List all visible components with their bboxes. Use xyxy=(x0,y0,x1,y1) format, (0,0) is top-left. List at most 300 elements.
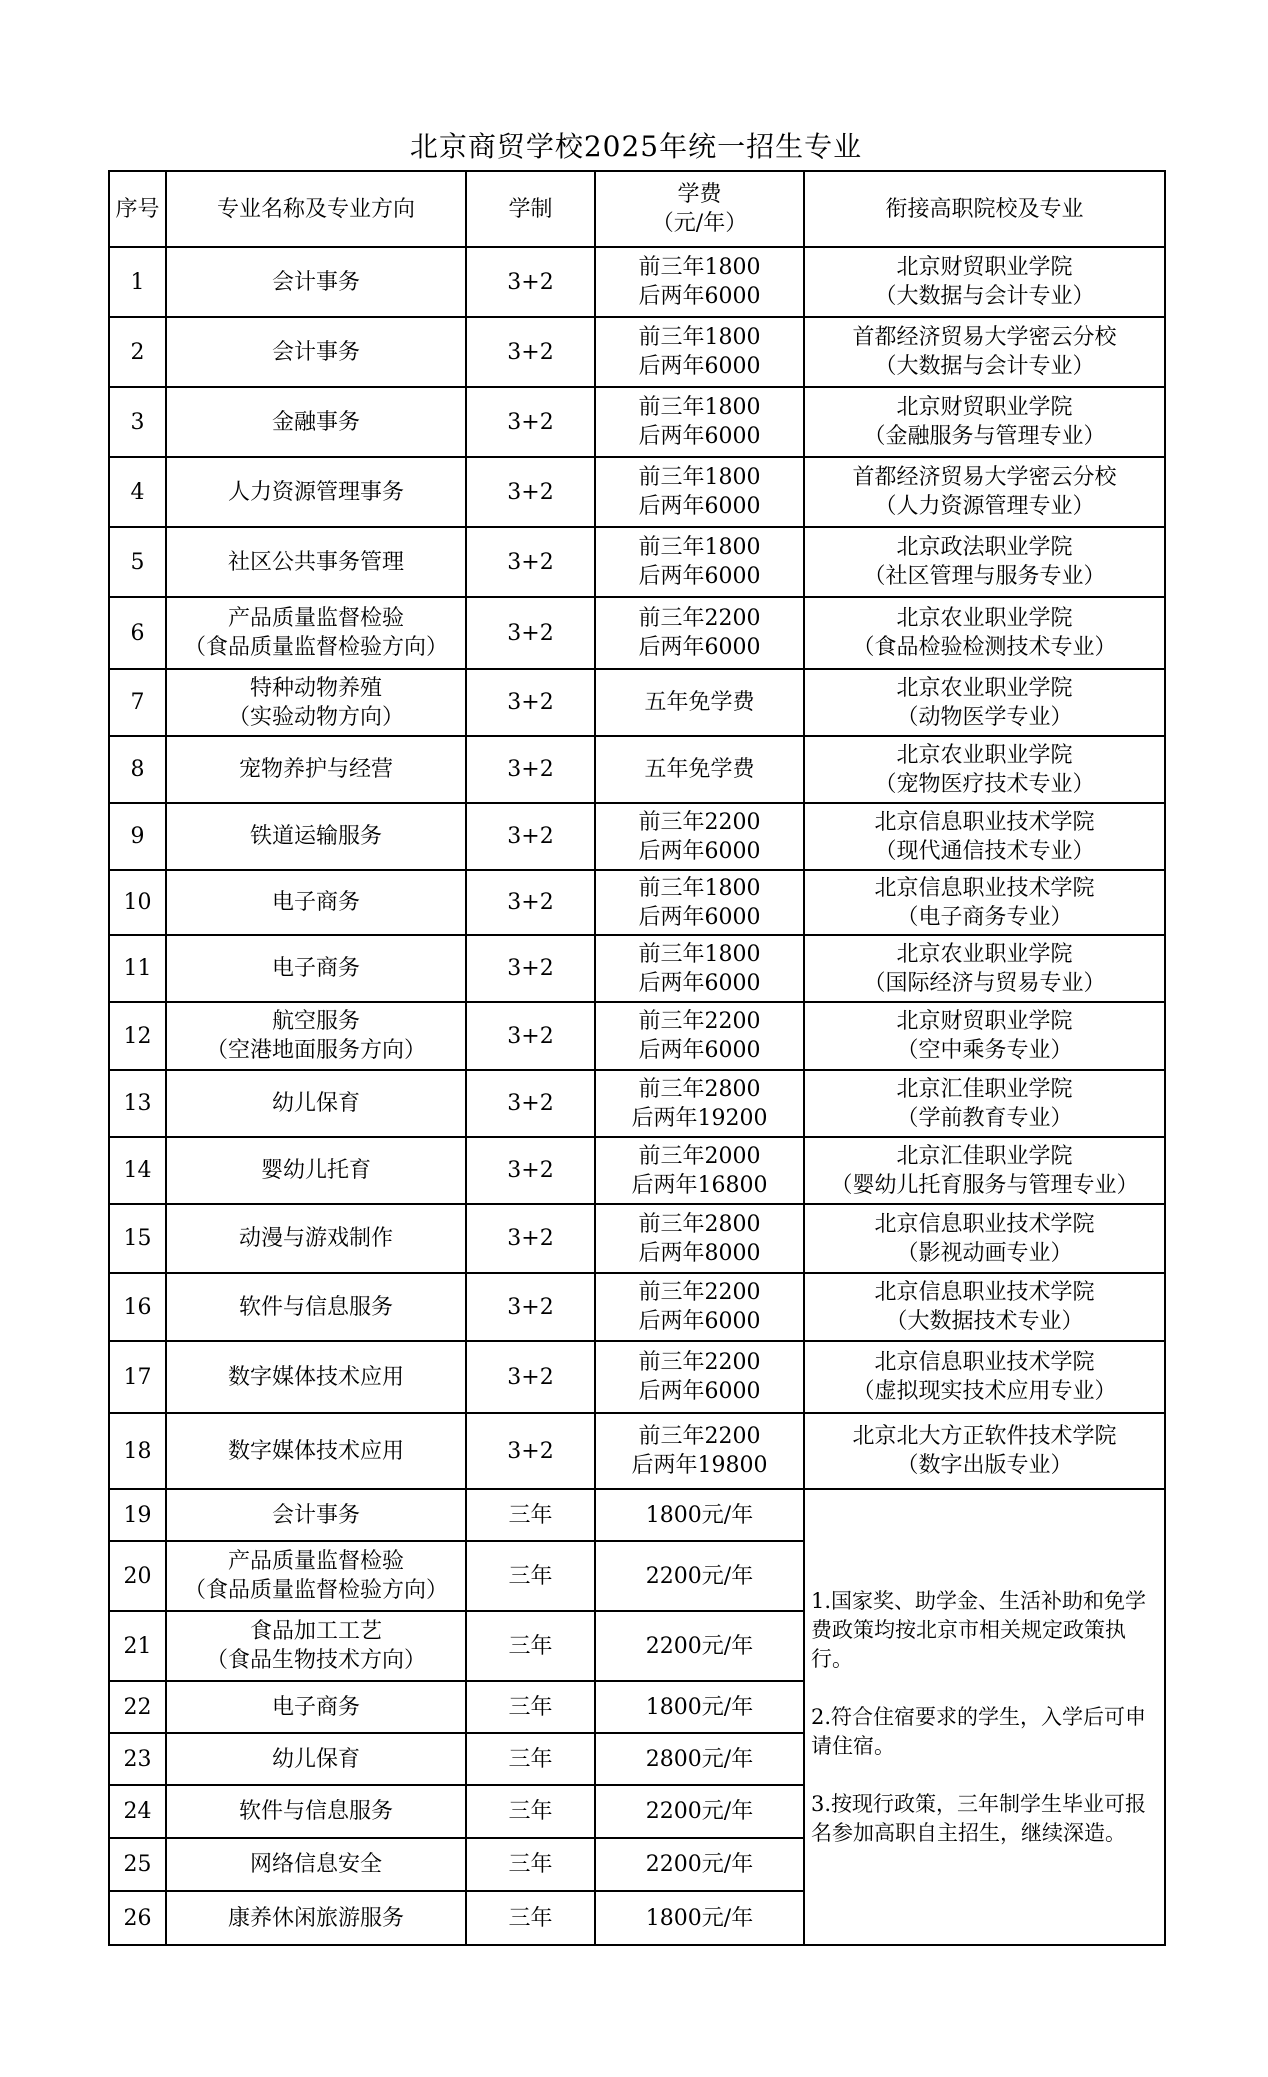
row-major-line: 会计事务 xyxy=(271,269,360,295)
row-college-line: 北京信息职业技术学院 xyxy=(874,1350,1095,1375)
row-college-line: （食品检验检测技术专业） xyxy=(852,635,1117,660)
row-index-line: 3 xyxy=(130,409,145,435)
row-fee xyxy=(595,1341,804,1413)
table-row xyxy=(109,1002,1165,1070)
row-major-line: 食品加工工艺 xyxy=(249,1619,382,1644)
row-index-line: 1 xyxy=(130,269,145,295)
row-college xyxy=(804,1341,1165,1413)
enrollment-table xyxy=(108,170,1166,1946)
row-duration xyxy=(466,736,595,803)
row-duration-line: 3+2 xyxy=(507,824,554,849)
row-college xyxy=(804,597,1165,669)
row-duration-line: 三年 xyxy=(508,1852,553,1877)
row-college-line: 北京汇佳职业学院 xyxy=(896,1143,1073,1169)
row-duration-line: 3+2 xyxy=(507,549,554,575)
row-fee xyxy=(595,597,804,669)
row-index xyxy=(109,1002,166,1070)
row-fee-line: 后两年16800 xyxy=(631,1172,768,1198)
row-college xyxy=(804,669,1165,736)
row-fee xyxy=(595,1413,804,1489)
row-index xyxy=(109,1891,166,1945)
row-major xyxy=(166,1137,466,1204)
row-index-line: 9 xyxy=(130,824,145,849)
table-row xyxy=(109,1137,1165,1204)
row-major xyxy=(166,1681,466,1733)
row-major xyxy=(166,1838,466,1891)
row-college xyxy=(804,1002,1165,1070)
row-duration-line: 3+2 xyxy=(507,1023,554,1049)
row-major-line: 产品质量监督检验 xyxy=(227,606,404,631)
row-fee-line: 前三年2200 xyxy=(638,809,761,835)
row-duration xyxy=(466,935,595,1002)
row-duration-line: 3+2 xyxy=(507,1438,554,1464)
table-row xyxy=(109,1489,1165,1541)
row-fee-line: 后两年19200 xyxy=(631,1105,768,1131)
row-college-line: （大数据与会计专业） xyxy=(874,284,1095,309)
row-major xyxy=(166,1785,466,1838)
row-fee xyxy=(595,457,804,527)
row-college xyxy=(804,527,1165,597)
row-fee-line: 后两年6000 xyxy=(638,494,761,519)
row-fee xyxy=(595,870,804,935)
row-index-line: 25 xyxy=(123,1852,152,1877)
row-college-line: 北京农业职业学院 xyxy=(896,941,1073,967)
row-index xyxy=(109,247,166,317)
row-fee xyxy=(595,935,804,1002)
row-major xyxy=(166,317,466,387)
row-college-line: （影视动画专业） xyxy=(896,1240,1073,1266)
row-college-line: 首都经济贸易大学密云分校 xyxy=(852,465,1117,490)
row-college-line: 北京信息职业技术学院 xyxy=(874,875,1095,901)
row-major-line: 婴幼儿托育 xyxy=(260,1158,371,1183)
header-college: 衔接高职院校及专业 xyxy=(804,171,1165,247)
row-duration xyxy=(466,457,595,527)
row-duration xyxy=(466,1891,595,1945)
row-college-line: （宠物医疗技术专业） xyxy=(874,771,1095,797)
table-row xyxy=(109,1273,1165,1341)
row-fee-line: 前三年2800 xyxy=(638,1211,761,1237)
row-duration xyxy=(466,803,595,870)
row-college-line: （电子商务专业） xyxy=(896,904,1073,930)
row-index xyxy=(109,1341,166,1413)
row-fee-line: 后两年6000 xyxy=(638,904,761,930)
row-major-line: 航空服务 xyxy=(271,1009,360,1034)
header-fee-line1: 学费 xyxy=(677,182,722,207)
header-fee-line2: （元/年） xyxy=(651,211,748,236)
row-duration xyxy=(466,1341,595,1413)
row-fee xyxy=(595,1002,804,1070)
row-index-line: 18 xyxy=(123,1438,152,1464)
row-college-line: （大数据与会计专业） xyxy=(874,354,1095,379)
row-index-line: 26 xyxy=(123,1905,152,1931)
row-major-line: 电子商务 xyxy=(271,890,360,915)
row-index xyxy=(109,1070,166,1137)
row-college-line: 北京农业职业学院 xyxy=(896,675,1073,701)
row-fee-line: 前三年1800 xyxy=(638,941,761,967)
row-major-line: 会计事务 xyxy=(271,339,360,365)
row-major xyxy=(166,1733,466,1785)
row-index-line: 14 xyxy=(123,1158,152,1183)
row-duration xyxy=(466,1681,595,1733)
row-duration-line: 3+2 xyxy=(507,269,554,295)
row-fee-line: 前三年2200 xyxy=(638,1350,761,1375)
row-index-line: 2 xyxy=(130,339,145,365)
row-major xyxy=(166,1341,466,1413)
row-index-line: 6 xyxy=(130,620,145,646)
row-index xyxy=(109,1413,166,1489)
row-major-line: 会计事务 xyxy=(271,1502,360,1528)
row-college-line: 北京信息职业技术学院 xyxy=(874,809,1095,835)
row-fee-line: 后两年6000 xyxy=(638,564,761,589)
row-major-line: 动漫与游戏制作 xyxy=(238,1226,393,1251)
row-index-line: 13 xyxy=(123,1091,152,1116)
note-item: 3.按现行政策，三年制学生毕业可报名参加高职自主招生，继续深造。 xyxy=(811,1791,1147,1845)
row-major xyxy=(166,870,466,935)
table-row xyxy=(109,387,1165,457)
row-college xyxy=(804,1137,1165,1204)
row-major-line: 康养休闲旅游服务 xyxy=(227,1905,404,1931)
row-major-line: 数字媒体技术应用 xyxy=(227,1438,404,1464)
row-duration xyxy=(466,317,595,387)
table-row xyxy=(109,597,1165,669)
row-college-line: （数字出版专业） xyxy=(896,1453,1073,1478)
row-major-line: 网络信息安全 xyxy=(249,1852,382,1877)
row-duration xyxy=(466,1137,595,1204)
row-college-line: 北京政法职业学院 xyxy=(896,535,1073,560)
row-college-line: （学前教育专业） xyxy=(896,1105,1073,1131)
row-index-line: 15 xyxy=(123,1226,152,1251)
row-duration-line: 三年 xyxy=(508,1563,553,1589)
row-fee-line: 前三年2800 xyxy=(638,1076,761,1102)
row-major-line: 软件与信息服务 xyxy=(238,1799,393,1824)
row-fee-line: 2200元/年 xyxy=(645,1563,754,1589)
row-fee-line: 前三年1800 xyxy=(638,465,761,490)
row-duration-line: 三年 xyxy=(508,1694,553,1720)
table-row xyxy=(109,317,1165,387)
row-duration-line: 三年 xyxy=(508,1633,553,1659)
row-fee-line: 前三年2200 xyxy=(638,1009,761,1034)
row-college-line: （国际经济与贸易专业） xyxy=(863,970,1106,996)
row-index-line: 12 xyxy=(123,1023,152,1049)
row-index xyxy=(109,527,166,597)
row-index xyxy=(109,1681,166,1733)
row-major xyxy=(166,387,466,457)
row-college-line: 首都经济贸易大学密云分校 xyxy=(852,325,1117,350)
row-fee-line: 五年免学费 xyxy=(644,757,755,782)
row-index xyxy=(109,597,166,669)
row-college-line: 北京农业职业学院 xyxy=(896,606,1073,631)
row-duration xyxy=(466,1611,595,1681)
row-index xyxy=(109,803,166,870)
row-fee-line: 2200元/年 xyxy=(645,1852,754,1877)
row-fee-line: 前三年2200 xyxy=(638,1280,761,1305)
row-fee xyxy=(595,736,804,803)
row-fee-line: 后两年6000 xyxy=(638,635,761,660)
table-row xyxy=(109,736,1165,803)
row-duration-line: 3+2 xyxy=(507,757,554,782)
row-index xyxy=(109,387,166,457)
note-item: 2.符合住宿要求的学生，入学后可申请住宿。 xyxy=(811,1704,1147,1758)
row-duration-line: 三年 xyxy=(508,1746,553,1772)
notes-cell xyxy=(804,1489,1165,1945)
row-major xyxy=(166,1413,466,1489)
row-major xyxy=(166,457,466,527)
row-college xyxy=(804,247,1165,317)
row-index xyxy=(109,1838,166,1891)
row-college-line: 北京北大方正软件技术学院 xyxy=(852,1424,1117,1449)
row-index xyxy=(109,935,166,1002)
row-duration-line: 3+2 xyxy=(507,690,554,715)
row-duration-line: 3+2 xyxy=(507,1364,554,1390)
row-fee xyxy=(595,317,804,387)
row-college-line: （人力资源管理专业） xyxy=(874,494,1095,519)
row-college xyxy=(804,1070,1165,1137)
row-major xyxy=(166,803,466,870)
row-index xyxy=(109,870,166,935)
row-index-line: 4 xyxy=(130,479,145,505)
row-major-line: 幼儿保育 xyxy=(271,1091,360,1116)
row-fee xyxy=(595,1611,804,1681)
row-college-line: 北京汇佳职业学院 xyxy=(896,1076,1073,1102)
row-index-line: 7 xyxy=(130,690,145,715)
row-fee-line: 前三年2000 xyxy=(638,1143,761,1169)
row-fee-line: 2200元/年 xyxy=(645,1633,754,1659)
row-major xyxy=(166,1891,466,1945)
row-college-line: 北京财贸职业学院 xyxy=(896,395,1073,420)
row-major-line: 社区公共事务管理 xyxy=(227,549,404,575)
row-index-line: 24 xyxy=(123,1799,152,1824)
row-major xyxy=(166,1541,466,1611)
row-fee xyxy=(595,247,804,317)
row-major-line: 幼儿保育 xyxy=(271,1746,360,1772)
table-row xyxy=(109,935,1165,1002)
row-duration xyxy=(466,247,595,317)
row-fee-line: 1800元/年 xyxy=(645,1694,754,1720)
table-row xyxy=(109,1204,1165,1273)
row-college-line: （空中乘务专业） xyxy=(896,1038,1073,1063)
row-fee-line: 五年免学费 xyxy=(644,690,755,715)
header-major: 专业名称及专业方向 xyxy=(166,171,466,247)
row-index xyxy=(109,1204,166,1273)
row-index-line: 10 xyxy=(123,890,152,915)
row-major-line: 电子商务 xyxy=(271,1694,360,1720)
row-duration xyxy=(466,1413,595,1489)
row-fee-line: 后两年6000 xyxy=(638,284,761,309)
row-fee xyxy=(595,803,804,870)
table-header-row xyxy=(109,171,1165,247)
page-title: 北京商贸学校2025年统一招生专业 xyxy=(409,130,863,163)
row-college xyxy=(804,736,1165,803)
header-duration: 学制 xyxy=(466,171,595,247)
row-index-line: 5 xyxy=(130,549,145,575)
row-duration-line: 三年 xyxy=(508,1905,553,1931)
table-row xyxy=(109,669,1165,736)
row-major xyxy=(166,1273,466,1341)
row-major xyxy=(166,1002,466,1070)
row-fee xyxy=(595,669,804,736)
row-fee-line: 后两年6000 xyxy=(638,1038,761,1063)
row-fee-line: 2200元/年 xyxy=(645,1799,754,1824)
row-fee-line: 后两年6000 xyxy=(638,1379,761,1404)
row-college-line: 北京信息职业技术学院 xyxy=(874,1211,1095,1237)
row-major-line: 金融事务 xyxy=(271,409,360,435)
row-fee-line: 后两年8000 xyxy=(638,1240,761,1266)
table-row xyxy=(109,870,1165,935)
row-college xyxy=(804,317,1165,387)
row-major xyxy=(166,669,466,736)
row-college xyxy=(804,870,1165,935)
row-major-line: （食品质量监督检验方向） xyxy=(183,635,448,660)
row-major-line: 产品质量监督检验 xyxy=(227,1549,404,1574)
row-college xyxy=(804,1204,1165,1273)
row-fee xyxy=(595,387,804,457)
row-fee xyxy=(595,1204,804,1273)
row-college xyxy=(804,387,1165,457)
row-major-line: 宠物养护与经营 xyxy=(238,757,393,782)
row-major xyxy=(166,1611,466,1681)
row-duration xyxy=(466,527,595,597)
row-fee-line: 后两年6000 xyxy=(638,970,761,996)
row-duration xyxy=(466,1541,595,1611)
table-row xyxy=(109,457,1165,527)
row-major xyxy=(166,1489,466,1541)
row-major-line: 铁道运输服务 xyxy=(249,824,382,849)
table-row xyxy=(109,247,1165,317)
row-fee xyxy=(595,1733,804,1785)
row-college-line: （动物医学专业） xyxy=(896,704,1073,730)
row-fee-line: 前三年1800 xyxy=(638,395,761,420)
row-fee xyxy=(595,1070,804,1137)
row-fee-line: 后两年6000 xyxy=(638,354,761,379)
row-duration xyxy=(466,1785,595,1838)
row-index-line: 20 xyxy=(123,1563,152,1589)
row-index xyxy=(109,1611,166,1681)
row-duration xyxy=(466,1489,595,1541)
row-fee-line: 前三年1800 xyxy=(638,875,761,901)
row-duration-line: 3+2 xyxy=(507,1294,554,1320)
table-row xyxy=(109,527,1165,597)
row-college xyxy=(804,935,1165,1002)
row-duration-line: 3+2 xyxy=(507,409,554,435)
row-college xyxy=(804,803,1165,870)
row-duration xyxy=(466,669,595,736)
row-index xyxy=(109,1273,166,1341)
row-duration xyxy=(466,597,595,669)
row-college xyxy=(804,457,1165,527)
row-fee-line: 后两年6000 xyxy=(638,838,761,864)
row-college-line: （婴幼儿托育服务与管理专业） xyxy=(830,1172,1139,1198)
row-duration-line: 3+2 xyxy=(507,1158,554,1183)
row-fee-line: 后两年19800 xyxy=(631,1453,768,1478)
row-college-line: 北京农业职业学院 xyxy=(896,742,1073,768)
row-college-line: （虚拟现实技术应用专业） xyxy=(852,1379,1117,1404)
row-fee-line: 前三年1800 xyxy=(638,255,761,280)
row-index xyxy=(109,1733,166,1785)
row-duration xyxy=(466,387,595,457)
row-college-line: （现代通信技术专业） xyxy=(874,838,1095,864)
row-college-line: （社区管理与服务专业） xyxy=(863,564,1106,589)
row-duration-line: 3+2 xyxy=(507,890,554,915)
row-fee xyxy=(595,1137,804,1204)
table-row xyxy=(109,1413,1165,1489)
row-fee xyxy=(595,1489,804,1541)
row-fee-line: 1800元/年 xyxy=(645,1502,754,1528)
row-index xyxy=(109,457,166,527)
row-major-line: （食品质量监督检验方向） xyxy=(183,1578,448,1603)
row-duration xyxy=(466,1204,595,1273)
row-major xyxy=(166,597,466,669)
row-duration xyxy=(466,1070,595,1137)
row-index xyxy=(109,1785,166,1838)
row-major xyxy=(166,1204,466,1273)
row-duration-line: 三年 xyxy=(508,1502,553,1528)
row-index-line: 21 xyxy=(123,1633,152,1659)
row-duration xyxy=(466,1838,595,1891)
row-college xyxy=(804,1273,1165,1341)
row-index-line: 16 xyxy=(123,1294,152,1320)
row-major xyxy=(166,247,466,317)
row-fee-line: 2800元/年 xyxy=(645,1746,754,1772)
row-duration xyxy=(466,1733,595,1785)
row-major-line: 软件与信息服务 xyxy=(238,1294,393,1320)
row-major-line: 人力资源管理事务 xyxy=(227,479,404,505)
row-major-line: （空港地面服务方向） xyxy=(205,1038,426,1063)
row-major-line: 特种动物养殖 xyxy=(249,675,382,701)
row-college-line: 北京财贸职业学院 xyxy=(896,1009,1073,1034)
table-row xyxy=(109,1341,1165,1413)
row-fee-line: 后两年6000 xyxy=(638,1309,761,1334)
row-major xyxy=(166,736,466,803)
row-duration-line: 3+2 xyxy=(507,620,554,646)
table-row xyxy=(109,803,1165,870)
row-fee-line: 前三年2200 xyxy=(638,606,761,631)
note-item: 1.国家奖、助学金、生活补助和免学费政策均按北京市相关规定政策执行。 xyxy=(811,1588,1147,1671)
row-fee-line: 前三年1800 xyxy=(638,325,761,350)
row-index xyxy=(109,1541,166,1611)
row-college-line: （大数据技术专业） xyxy=(885,1309,1084,1334)
row-index-line: 17 xyxy=(123,1364,152,1390)
row-major-line: 电子商务 xyxy=(271,956,360,981)
row-duration xyxy=(466,1273,595,1341)
row-duration-line: 3+2 xyxy=(507,479,554,505)
header-index: 序号 xyxy=(109,171,166,247)
row-index-line: 19 xyxy=(123,1502,152,1528)
row-duration-line: 3+2 xyxy=(507,956,554,981)
row-college xyxy=(804,1413,1165,1489)
row-fee xyxy=(595,1681,804,1733)
row-index xyxy=(109,317,166,387)
row-fee xyxy=(595,1838,804,1891)
row-major-line: （实验动物方向） xyxy=(227,704,404,730)
row-college-line: 北京财贸职业学院 xyxy=(896,255,1073,280)
header-fee xyxy=(595,171,804,247)
row-fee-line: 前三年2200 xyxy=(638,1424,761,1449)
row-duration xyxy=(466,870,595,935)
row-index xyxy=(109,736,166,803)
row-duration-line: 3+2 xyxy=(507,1226,554,1251)
row-fee-line: 1800元/年 xyxy=(645,1905,754,1931)
row-fee xyxy=(595,1273,804,1341)
row-fee xyxy=(595,1891,804,1945)
row-index-line: 11 xyxy=(123,956,152,981)
row-duration-line: 3+2 xyxy=(507,339,554,365)
row-index-line: 23 xyxy=(123,1746,152,1772)
row-duration-line: 三年 xyxy=(508,1799,553,1824)
row-index xyxy=(109,1137,166,1204)
row-fee-line: 前三年1800 xyxy=(638,535,761,560)
row-college-line: （金融服务与管理专业） xyxy=(863,424,1106,449)
row-duration-line: 3+2 xyxy=(507,1091,554,1116)
